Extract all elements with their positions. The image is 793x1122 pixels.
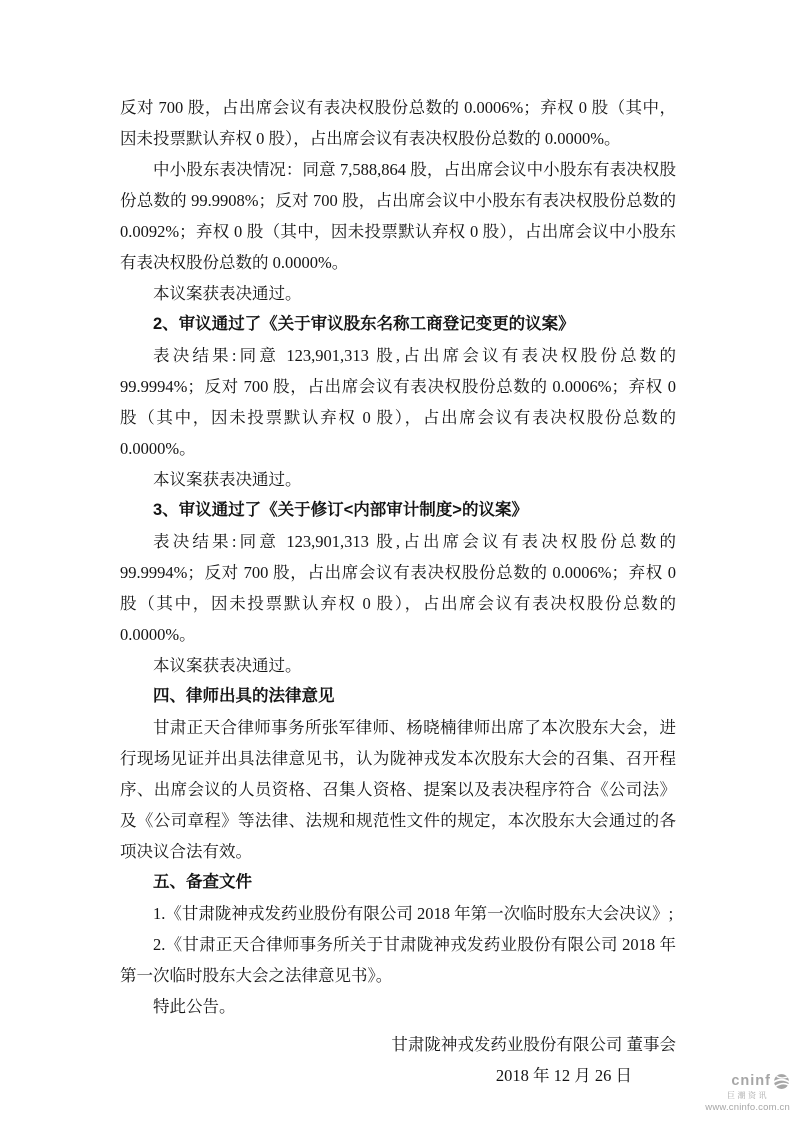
paragraph: 甘肃正天合律师事务所张军律师、杨晓楠律师出席了本次股东大会，进行现场见证并出具法律意见书，认为陇神戎发本次股东大会的召集、召开程序、出席会议的人员资格、召集人资格、提案以及表决程序符合《公司法》及《公司章程》等法律、法规和规范性文件的规定，本次股东大会通过的各项决议合法有效。 xyxy=(120,718,676,861)
paragraph: 本议案获表决通过。 xyxy=(153,470,302,489)
paragraph: 特此公告。 xyxy=(153,997,236,1016)
paragraph: 反对 700 股，占出席会议有表决权股份总数的 0.0006%；弃权 0 股（其中，因未投票默认弃权 0 股），占出席会议有表决权股份总数的 0.0000%。 xyxy=(120,98,676,148)
paragraph: 表决结果:同意 123,901,313 股,占出席会议有表决权股份总数的 99.9994%；反对 700 股，占出席会议有表决权股份总数的 0.0006%；弃权 0 股（其中，因未投票默认弃权 0 股），占出席会议有表决权股份总数的 0.0000%。 xyxy=(120,346,676,458)
section-heading: 3、审议通过了《关于修订<内部审计制度>的议案》 xyxy=(153,501,528,519)
section-heading: 四、律师出具的法律意见 xyxy=(153,687,335,705)
swirl-icon xyxy=(773,1073,790,1090)
signature-company: 甘肃陇神戎发药业股份有限公司 董事会 xyxy=(391,1035,676,1054)
paragraph: 本议案获表决通过。 xyxy=(153,656,302,675)
section-heading: 2、审议通过了《关于审议股东名称工商登记变更的议案》 xyxy=(153,315,575,333)
paragraph: 本议案获表决通过。 xyxy=(153,284,302,303)
paragraph: 中小股东表决情况：同意 7,588,864 股，占出席会议中小股东有表决权股份总数的 99.9908%；反对 700 股，占出席会议中小股东有表决权股份总数的 0.0092%；弃权 0 股（其中，因未投票默认弃权 0 股），占出席会议中小股东有表决权股份总数的 0.0000%。 xyxy=(120,160,676,272)
paragraph: 2.《甘肃正天合律师事务所关于甘肃陇神戎发药业股份有限公司 2018 年第一次临时股东大会之法律意见书》。 xyxy=(120,935,676,985)
signature-block xyxy=(120,1029,676,1091)
cninfo-logo xyxy=(670,1073,790,1113)
cninfo-logo-top xyxy=(670,1073,790,1090)
signature-date: 2018 年 12 月 26 日 xyxy=(495,1066,632,1085)
paragraph: 表决结果:同意 123,901,313 股,占出席会议有表决权股份总数的 99.9994%；反对 700 股，占出席会议有表决权股份总数的 0.0006%；弃权 0 股（其中，因未投票默认弃权 0 股），占出席会议有表决权股份总数的 0.0000%。 xyxy=(120,532,676,644)
cninfo-brand-text: cninf xyxy=(731,1072,771,1089)
paragraph: 1.《甘肃陇神戎发药业股份有限公司 2018 年第一次临时股东大会决议》; xyxy=(153,904,674,923)
document-body xyxy=(120,92,676,1091)
cninfo-url: www.cninfo.com.cn xyxy=(705,1101,790,1113)
cninfo-chinese-name: 巨潮资讯 xyxy=(727,1090,769,1100)
section-heading: 五、备查文件 xyxy=(153,873,252,891)
